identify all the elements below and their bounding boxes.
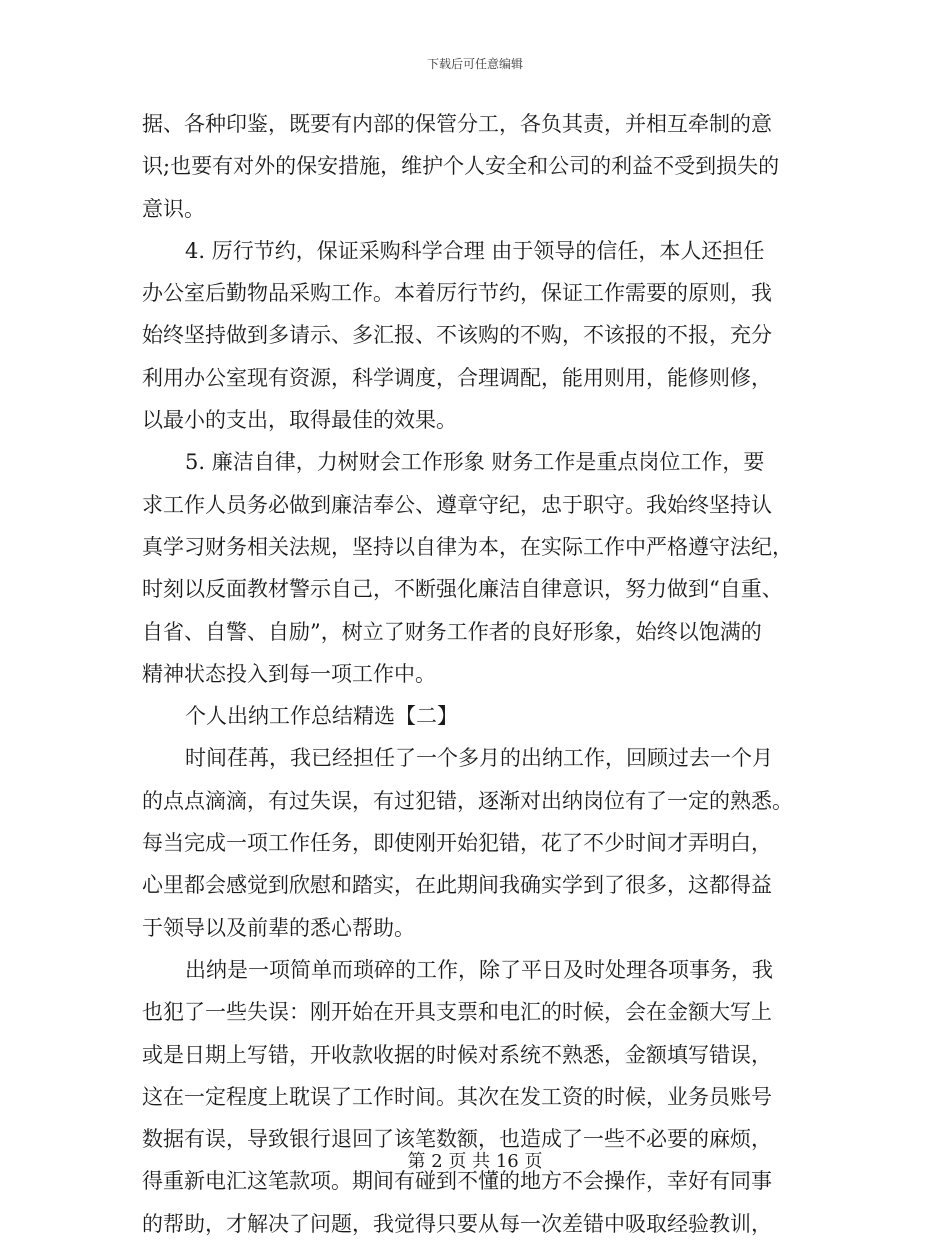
body-line: 时刻以反面教材警示自己，不断强化廉洁自律意识，努力做到“自重、 [142, 577, 783, 602]
section-heading-line: 5. 廉洁自律，力树财会工作形象 财务工作是重点岗位工作，要 [185, 450, 765, 475]
body-line: 识;也要有对外的保安措施，维护个人安全和公司的利益不受到损失的 [142, 154, 780, 179]
body-line: 自省、自警、自励”，树立了财务工作者的良好形象，始终以饱满的 [142, 619, 762, 644]
document-subtitle: 个人出纳工作总结精选【二】 [185, 704, 458, 729]
body-line: 意识。 [142, 196, 205, 221]
body-line: 这在一定程度上耽误了工作时间。其次在发工资的时候，业务员账号 [142, 1084, 772, 1109]
body-line: 出纳是一项简单而琐碎的工作，除了平日及时处理各项事务，我 [185, 957, 773, 982]
body-line: 以最小的支出，取得最佳的效果。 [142, 408, 457, 433]
body-line: 心里都会感觉到欣慰和踏实，在此期间我确实学到了很多，这都得益 [142, 873, 772, 898]
body-line: 据、各种印鉴，既要有内部的保管分工，各负其责，并相互牵制的意 [142, 112, 772, 136]
section-heading-line: 4. 厉行节约，保证采购科学合理 由于领导的信任，本人还担任 [185, 238, 765, 263]
body-line: 也犯了一些失误：刚开始在开具支票和电汇的时候，会在金额大写上 [142, 1000, 772, 1025]
body-line: 每当完成一项工作任务，即使刚开始犯错，花了不少时间才弄明白， [142, 831, 772, 856]
body-line: 精神状态投入到每一项工作中。 [142, 661, 436, 686]
body-line: 时间荏苒，我已经担任了一个多月的出纳工作，回顾过去一个月 [185, 746, 773, 771]
body-line: 于领导以及前辈的悉心帮助。 [142, 915, 415, 940]
page-header: 下载后可任意编辑 [426, 57, 523, 71]
body-line: 办公室后勤物品采购工作。本着厉行节约，保证工作需要的原则，我 [142, 281, 772, 306]
page-number-footer: 第 2 页 共 16 页 [407, 1151, 543, 1172]
body-line: 得重新电汇这笔款项。期间有碰到不懂的地方不会操作，幸好有同事 [142, 1169, 772, 1194]
body-line: 的点点滴滴，有过失误，有过犯错，逐渐对出纳岗位有了一定的熟悉。 [142, 788, 793, 813]
body-line: 始终坚持做到多请示、多汇报、不该购的不购，不该报的不报，充分 [142, 323, 772, 348]
body-line: 利用办公室现有资源，科学调度，合理调配，能用则用，能修则修， [142, 365, 772, 390]
body-line: 的帮助，才解决了问题，我觉得只要从每一次差错中吸取经验教训， [142, 1211, 772, 1236]
body-line: 真学习财务相关法规，坚持以自律为本，在实际工作中严格遵守法纪， [142, 534, 793, 559]
document-body [142, 103, 812, 1245]
body-line: 数据有误，导致银行退回了该笔数额，也造成了一些不必要的麻烦， [142, 1127, 772, 1152]
body-line: 或是日期上写错，开收款收据的时候对系统不熟悉，金额填写错误， [142, 1042, 772, 1067]
body-line: 求工作人员务必做到廉洁奉公、遵章守纪，忠于职守。我始终坚持认 [142, 492, 772, 517]
